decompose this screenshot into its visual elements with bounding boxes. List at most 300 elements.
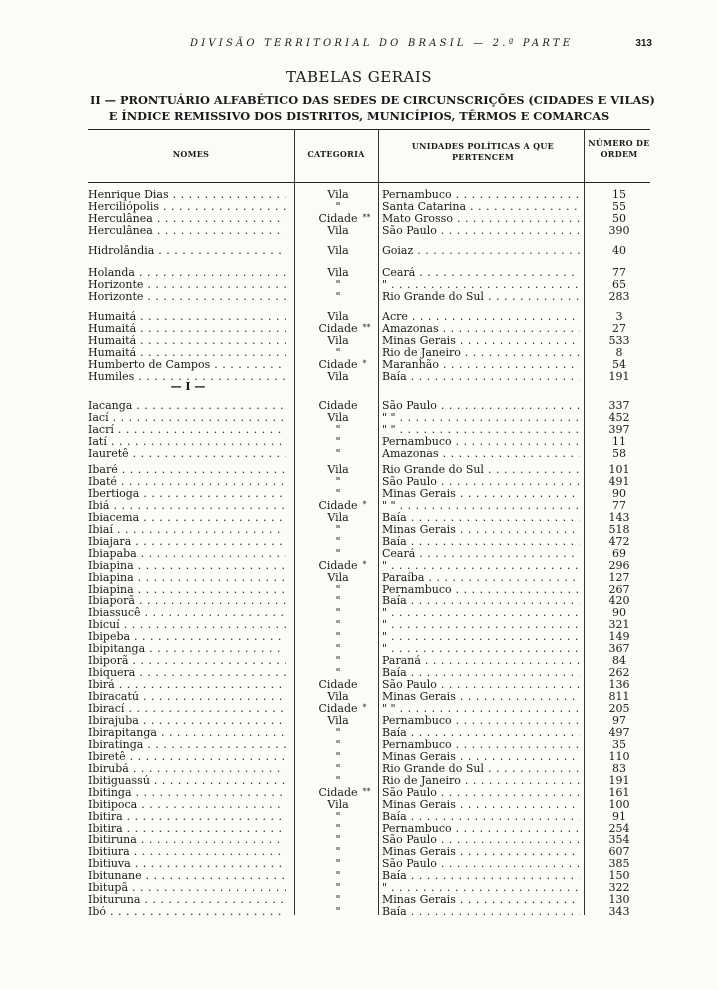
political-unit: " . . .	[382, 619, 580, 631]
table-row	[88, 727, 650, 739]
place-name: Herciliópolis . . .	[88, 201, 286, 213]
table-row	[88, 572, 650, 584]
category-text: Cidade	[318, 678, 358, 692]
political-unit: Ceará . . .	[382, 548, 580, 560]
order-number: 811	[608, 690, 630, 704]
order-number: 390	[608, 223, 630, 237]
table-row	[88, 359, 650, 371]
header-category: CATEGORIA	[307, 149, 365, 159]
political-unit: " " . . .	[382, 500, 580, 512]
order-number: 84	[612, 654, 626, 668]
place-name: Ibitiguassú . . .	[88, 775, 286, 787]
political-unit: Pernambuco . . .	[382, 584, 580, 596]
category-text: "	[335, 446, 341, 460]
category-text: Cidade	[318, 558, 358, 572]
category-text: "	[335, 833, 341, 847]
place-name: Ibiapina . . .	[88, 560, 286, 572]
page-title: TABELAS GERAIS	[285, 68, 433, 86]
political-unit: Minas Gerais . . .	[382, 846, 580, 858]
order-number: 254	[608, 821, 630, 835]
table-row	[88, 548, 650, 560]
category-text: "	[335, 434, 341, 448]
table-row	[88, 500, 650, 512]
order-number: 55	[612, 199, 626, 213]
political-unit: São Paulo . . .	[382, 476, 580, 488]
table-row	[88, 763, 650, 775]
category-text: "	[335, 809, 341, 823]
table-row	[88, 476, 650, 488]
page-number: 313	[635, 38, 652, 49]
table-row	[88, 703, 650, 715]
place-name: Ibiracatú . . .	[88, 691, 286, 703]
category-marker: *	[362, 499, 367, 509]
place-name: Ibipitanga . . .	[88, 643, 286, 655]
order-number: 283	[608, 289, 630, 303]
place-name: Ibituruna . . .	[88, 894, 286, 906]
political-unit: Baía . . .	[382, 727, 580, 739]
table-row	[88, 691, 650, 703]
category-text: "	[335, 761, 341, 775]
table-row	[88, 412, 650, 424]
place-name: Ibirajuba . . .	[88, 715, 286, 727]
political-unit: Paraná . . .	[382, 655, 580, 667]
place-name: Iacrí . . .	[88, 424, 286, 436]
political-unit: Minas Gerais . . .	[382, 894, 580, 906]
table-row	[88, 906, 650, 918]
table-row	[88, 811, 650, 823]
places-table	[88, 129, 650, 919]
category-text: "	[335, 199, 341, 213]
table-row	[88, 371, 650, 383]
order-number: 136	[608, 678, 630, 692]
table-row	[88, 870, 650, 882]
order-number: 58	[612, 446, 626, 460]
category-value	[335, 448, 340, 460]
table-row	[88, 846, 650, 858]
category-text: "	[335, 474, 341, 488]
order-number: 3	[615, 310, 623, 323]
place-name: Humaitá . . .	[88, 347, 286, 359]
order-number: 15	[612, 188, 626, 201]
order-number: 497	[608, 725, 630, 739]
political-unit: Rio de Janeiro . . .	[382, 347, 580, 359]
category-text: Vila	[327, 570, 349, 584]
table-row	[88, 739, 650, 751]
category-text: Vila	[327, 410, 349, 424]
place-name: Ibitiruna . . .	[88, 834, 286, 846]
political-unit: Ceará . . .	[382, 267, 580, 279]
political-unit: São Paulo . . .	[382, 679, 580, 691]
place-name: Herculânea . . .	[88, 225, 286, 237]
place-name: Ibiapina . . .	[88, 584, 286, 596]
category-text: "	[335, 749, 341, 763]
category-marker: **	[362, 322, 371, 332]
order-number: 101	[608, 463, 630, 476]
table-row	[88, 607, 650, 619]
category-text: "	[335, 642, 341, 656]
political-unit: Pernambuco . . .	[382, 823, 580, 835]
table-row	[88, 347, 650, 359]
table-row	[88, 279, 650, 291]
place-name: Humaitá . . .	[88, 311, 286, 323]
political-unit: Minas Gerais . . .	[382, 799, 580, 811]
table-row	[88, 787, 650, 799]
table-row	[88, 424, 650, 436]
category-text: Vila	[327, 510, 349, 524]
place-name: Ibó . . .	[88, 906, 286, 918]
category-text: Cidade	[318, 211, 358, 225]
order-number: 262	[608, 666, 630, 680]
order-number: 322	[608, 881, 630, 895]
place-name: Ibitiuva . . .	[88, 858, 286, 870]
category-cell	[298, 906, 378, 918]
place-name: Humaitá . . .	[88, 335, 286, 347]
table-row	[88, 323, 650, 335]
place-name: Ibiquera . . .	[88, 667, 286, 679]
political-unit: " . . .	[382, 631, 580, 643]
table-row	[88, 751, 650, 763]
place-name: Ibaré . . .	[88, 464, 286, 476]
political-unit: Minas Gerais . . .	[382, 691, 580, 703]
category-value	[327, 371, 348, 383]
category-cell	[298, 291, 378, 303]
place-name: Herculânea . . .	[88, 213, 286, 225]
order-number: 367	[608, 642, 630, 656]
political-unit: Goiaz . . .	[382, 245, 580, 257]
category-text: "	[335, 737, 341, 751]
category-text: Cidade	[318, 321, 358, 335]
table-row	[88, 245, 650, 257]
order-number: 50	[612, 211, 626, 225]
order-number: 83	[612, 761, 626, 775]
place-name: Horizonte . . .	[88, 279, 286, 291]
category-text: Vila	[327, 223, 349, 237]
table-row	[88, 335, 650, 347]
political-unit: São Paulo . . .	[382, 225, 580, 237]
table-row	[88, 667, 650, 679]
section-letter: — I —	[170, 380, 206, 393]
category-text: Vila	[327, 713, 349, 727]
political-unit: Acre . . .	[382, 311, 580, 323]
category-value	[335, 906, 340, 918]
running-title: DIVISÃO TERRITORIAL DO BRASIL — 2.ª PARTE	[190, 38, 574, 49]
category-marker: **	[362, 786, 371, 796]
place-name: Ibiapina . . .	[88, 572, 286, 584]
political-unit: São Paulo . . .	[382, 787, 580, 799]
table-row	[88, 488, 650, 500]
order-number: 472	[608, 534, 630, 548]
category-text: "	[335, 821, 341, 835]
order-number: 40	[612, 244, 626, 257]
political-unit: Baía . . .	[382, 906, 580, 918]
political-unit: Rio de Janeiro . . .	[382, 775, 580, 787]
category-text: Cidade	[318, 702, 358, 715]
category-marker: *	[362, 559, 367, 569]
political-unit: " " . . .	[382, 424, 580, 436]
order-number: 191	[608, 773, 630, 787]
table-row	[88, 189, 650, 201]
category-cell	[298, 245, 378, 257]
place-name: Holanda . . .	[88, 267, 286, 279]
order-number: 296	[608, 558, 630, 572]
place-name: Humiles . . .	[88, 371, 286, 383]
order-number: 205	[608, 702, 630, 715]
order-number: 518	[608, 522, 630, 536]
category-text: "	[335, 893, 341, 907]
table-row	[88, 595, 650, 607]
order-number: 420	[608, 594, 630, 608]
category-text: Vila	[327, 690, 349, 704]
category-text: Vila	[327, 369, 349, 383]
order-number: 533	[608, 333, 630, 347]
political-unit: Baía . . .	[382, 811, 580, 823]
order-number: 354	[608, 833, 630, 847]
place-name: Ibiacema . . .	[88, 512, 286, 524]
category-marker: **	[362, 212, 371, 222]
category-text: "	[335, 905, 341, 919]
political-unit: " . . .	[382, 882, 580, 894]
table-row	[88, 643, 650, 655]
table-row	[88, 291, 650, 303]
table-row	[88, 524, 650, 536]
table-row	[88, 715, 650, 727]
category-value	[335, 291, 340, 303]
order-number: 91	[612, 809, 626, 823]
table-header-rule	[88, 182, 650, 183]
table-row	[88, 267, 650, 279]
political-unit: Minas Gerais . . .	[382, 335, 580, 347]
political-unit: Baía . . .	[382, 512, 580, 524]
political-unit: Pernambuco . . .	[382, 436, 580, 448]
table-row	[88, 882, 650, 894]
order-number: 100	[608, 797, 630, 811]
place-name: Ibirapitanga . . .	[88, 727, 286, 739]
table-row	[88, 679, 650, 691]
subtitle-line-2: E ÍNDICE REMISSIVO DOS DISTRITOS, MUNICÍPIOS, TÊRMOS E COMARCAS	[108, 109, 610, 123]
order-number: 69	[612, 546, 626, 560]
place-name: Ibitinga . . .	[88, 787, 286, 799]
place-name: Ibitira . . .	[88, 811, 286, 823]
category-text: Vila	[327, 463, 349, 476]
political-unit: " . . .	[382, 607, 580, 619]
category-text: "	[335, 582, 341, 596]
category-text: "	[335, 546, 341, 560]
place-name: Ibitira . . .	[88, 823, 286, 835]
table-row	[88, 436, 650, 448]
place-name: Ibiretê . . .	[88, 751, 286, 763]
political-unit: " . . .	[382, 279, 580, 291]
place-name: Iauretê . . .	[88, 448, 286, 460]
category-text: "	[335, 289, 341, 303]
political-unit: Pernambuco . . .	[382, 739, 580, 751]
political-unit: Maranhão . . .	[382, 359, 580, 371]
political-unit: Rio Grande do Sul . . .	[382, 763, 580, 775]
political-unit: Baía . . .	[382, 536, 580, 548]
category-text: Cidade	[318, 399, 358, 412]
category-text: Cidade	[318, 785, 358, 799]
political-unit: Rio Grande do Sul . . .	[382, 291, 580, 303]
category-text: "	[335, 277, 341, 291]
category-text: Cidade	[318, 357, 358, 371]
table-row	[88, 619, 650, 631]
order-number: 110	[608, 749, 630, 763]
place-name: Ibertioga . . .	[88, 488, 286, 500]
political-unit: Rio Grande do Sul . . .	[382, 464, 580, 476]
place-name: Ibitupã . . .	[88, 882, 286, 894]
place-name: Ibitunane . . .	[88, 870, 286, 882]
place-name: Ibirací . . .	[88, 703, 286, 715]
place-name: Ibitipoca . . .	[88, 799, 286, 811]
category-text: "	[335, 773, 341, 787]
category-text: "	[335, 486, 341, 500]
place-name: Ibiajara . . .	[88, 536, 286, 548]
category-text: "	[335, 422, 341, 436]
category-text: Vila	[327, 188, 349, 201]
order-number: 161	[608, 785, 630, 799]
category-text: "	[335, 522, 341, 536]
category-text: "	[335, 857, 341, 871]
subtitle-line-1: II — PRONTUÁRIO ALFABÉTICO DAS SEDES DE CIRCUNSCRIÇÕES (CIDADES E VILAS)	[90, 93, 655, 107]
category-value	[327, 225, 348, 237]
category-marker: *	[362, 358, 367, 368]
political-unit: São Paulo . . .	[382, 858, 580, 870]
category-text: Cidade	[318, 498, 358, 512]
order-number: 337	[608, 399, 630, 412]
place-name: Hidrolândia . . .	[88, 245, 286, 257]
category-text: "	[335, 345, 341, 359]
category-text: "	[335, 881, 341, 895]
political-unit: Santa Catarina . . .	[382, 201, 580, 213]
category-text: Vila	[327, 797, 349, 811]
place-name: Ibirubá . . .	[88, 763, 286, 775]
category-cell	[298, 225, 378, 237]
political-unit: Amazonas . . .	[382, 323, 580, 335]
political-unit: " . . .	[382, 560, 580, 572]
political-unit: " . . .	[382, 643, 580, 655]
table-row	[88, 400, 650, 412]
political-unit: Pernambuco . . .	[382, 189, 580, 201]
table-row	[88, 512, 650, 524]
category-marker: *	[362, 703, 367, 712]
category-text: Vila	[327, 244, 349, 257]
table-row	[88, 655, 650, 667]
table-row	[88, 631, 650, 643]
order-number: 8	[615, 345, 623, 359]
category-text: "	[335, 869, 341, 883]
place-name: Humaitá . . .	[88, 323, 286, 335]
place-name: Iacanga . . .	[88, 400, 286, 412]
political-unit: Baía . . .	[382, 371, 580, 383]
table-row	[88, 858, 650, 870]
order-number: 385	[608, 857, 630, 871]
order-number: 397	[608, 422, 630, 436]
header-units: UNIDADES POLÍTICAS A QUE PERTENCEM	[411, 141, 555, 162]
order-number: 130	[608, 893, 630, 907]
category-text: Vila	[327, 310, 349, 323]
order-number: 607	[608, 845, 630, 859]
political-unit: Baía . . .	[382, 667, 580, 679]
place-name: Humberto de Campos . . .	[88, 359, 286, 371]
order-number: 150	[608, 869, 630, 883]
table-row	[88, 823, 650, 835]
political-unit: São Paulo . . .	[382, 400, 580, 412]
category-text: "	[335, 594, 341, 608]
category-text: "	[335, 666, 341, 680]
political-unit: Baía . . .	[382, 595, 580, 607]
political-unit: Minas Gerais . . .	[382, 524, 580, 536]
category-text: "	[335, 618, 341, 632]
place-name: Horizonte . . .	[88, 291, 286, 303]
political-unit: " " . . .	[382, 703, 580, 715]
category-text: "	[335, 534, 341, 548]
order-number: 143	[608, 510, 630, 524]
table-row	[88, 225, 650, 237]
table-row	[88, 560, 650, 572]
table-row	[88, 584, 650, 596]
order-number: 97	[612, 713, 626, 727]
table-top-rule	[88, 129, 650, 130]
political-unit: Minas Gerais . . .	[382, 488, 580, 500]
political-unit: Mato Grosso . . .	[382, 213, 580, 225]
category-text: "	[335, 654, 341, 668]
order-number: 90	[612, 486, 626, 500]
place-name: Ibaté . . .	[88, 476, 286, 488]
table-row	[88, 448, 650, 460]
place-name: Ibiapaba . . .	[88, 548, 286, 560]
order-number: 77	[612, 498, 626, 512]
table-row	[88, 894, 650, 906]
table-row	[88, 536, 650, 548]
order-number: 127	[608, 570, 630, 584]
order-number: 35	[612, 737, 626, 751]
order-number: 27	[612, 321, 626, 335]
political-unit: São Paulo . . .	[382, 834, 580, 846]
category-text: "	[335, 606, 341, 620]
place-name: Henrique Dias . . .	[88, 189, 286, 201]
order-number: 11	[612, 434, 626, 448]
place-name: Ibiporã . . .	[88, 655, 286, 667]
political-unit: Baía . . .	[382, 870, 580, 882]
political-unit: Amazonas . . .	[382, 448, 580, 460]
order-number: 90	[612, 606, 626, 620]
order-number: 65	[612, 277, 626, 291]
order-number: 149	[608, 630, 630, 644]
place-name: Ibiaporã . . .	[88, 595, 286, 607]
order-number: 267	[608, 582, 630, 596]
place-name: Ibiassucê . . .	[88, 607, 286, 619]
place-name: Iací . . .	[88, 412, 286, 424]
place-name: Iatí . . .	[88, 436, 286, 448]
order-number: 343	[608, 905, 630, 919]
order-number: 191	[608, 369, 630, 383]
table-row	[88, 834, 650, 846]
category-text: "	[335, 725, 341, 739]
category-text: Vila	[327, 266, 349, 279]
political-unit: Paraíba . . .	[382, 572, 580, 584]
category-value	[327, 245, 348, 257]
political-unit: Pernambuco . . .	[382, 715, 580, 727]
place-name: Ibiá . . .	[88, 500, 286, 512]
place-name: Ibipeba . . .	[88, 631, 286, 643]
political-unit: Minas Gerais . . .	[382, 751, 580, 763]
table-row	[88, 213, 650, 225]
header-number: NÚMERO DE ORDEM	[588, 138, 650, 159]
category-cell	[298, 448, 378, 460]
category-text: Vila	[327, 333, 349, 347]
place-name: Ibiaí . . .	[88, 524, 286, 536]
order-number: 54	[612, 357, 626, 371]
order-number: 321	[608, 618, 630, 632]
